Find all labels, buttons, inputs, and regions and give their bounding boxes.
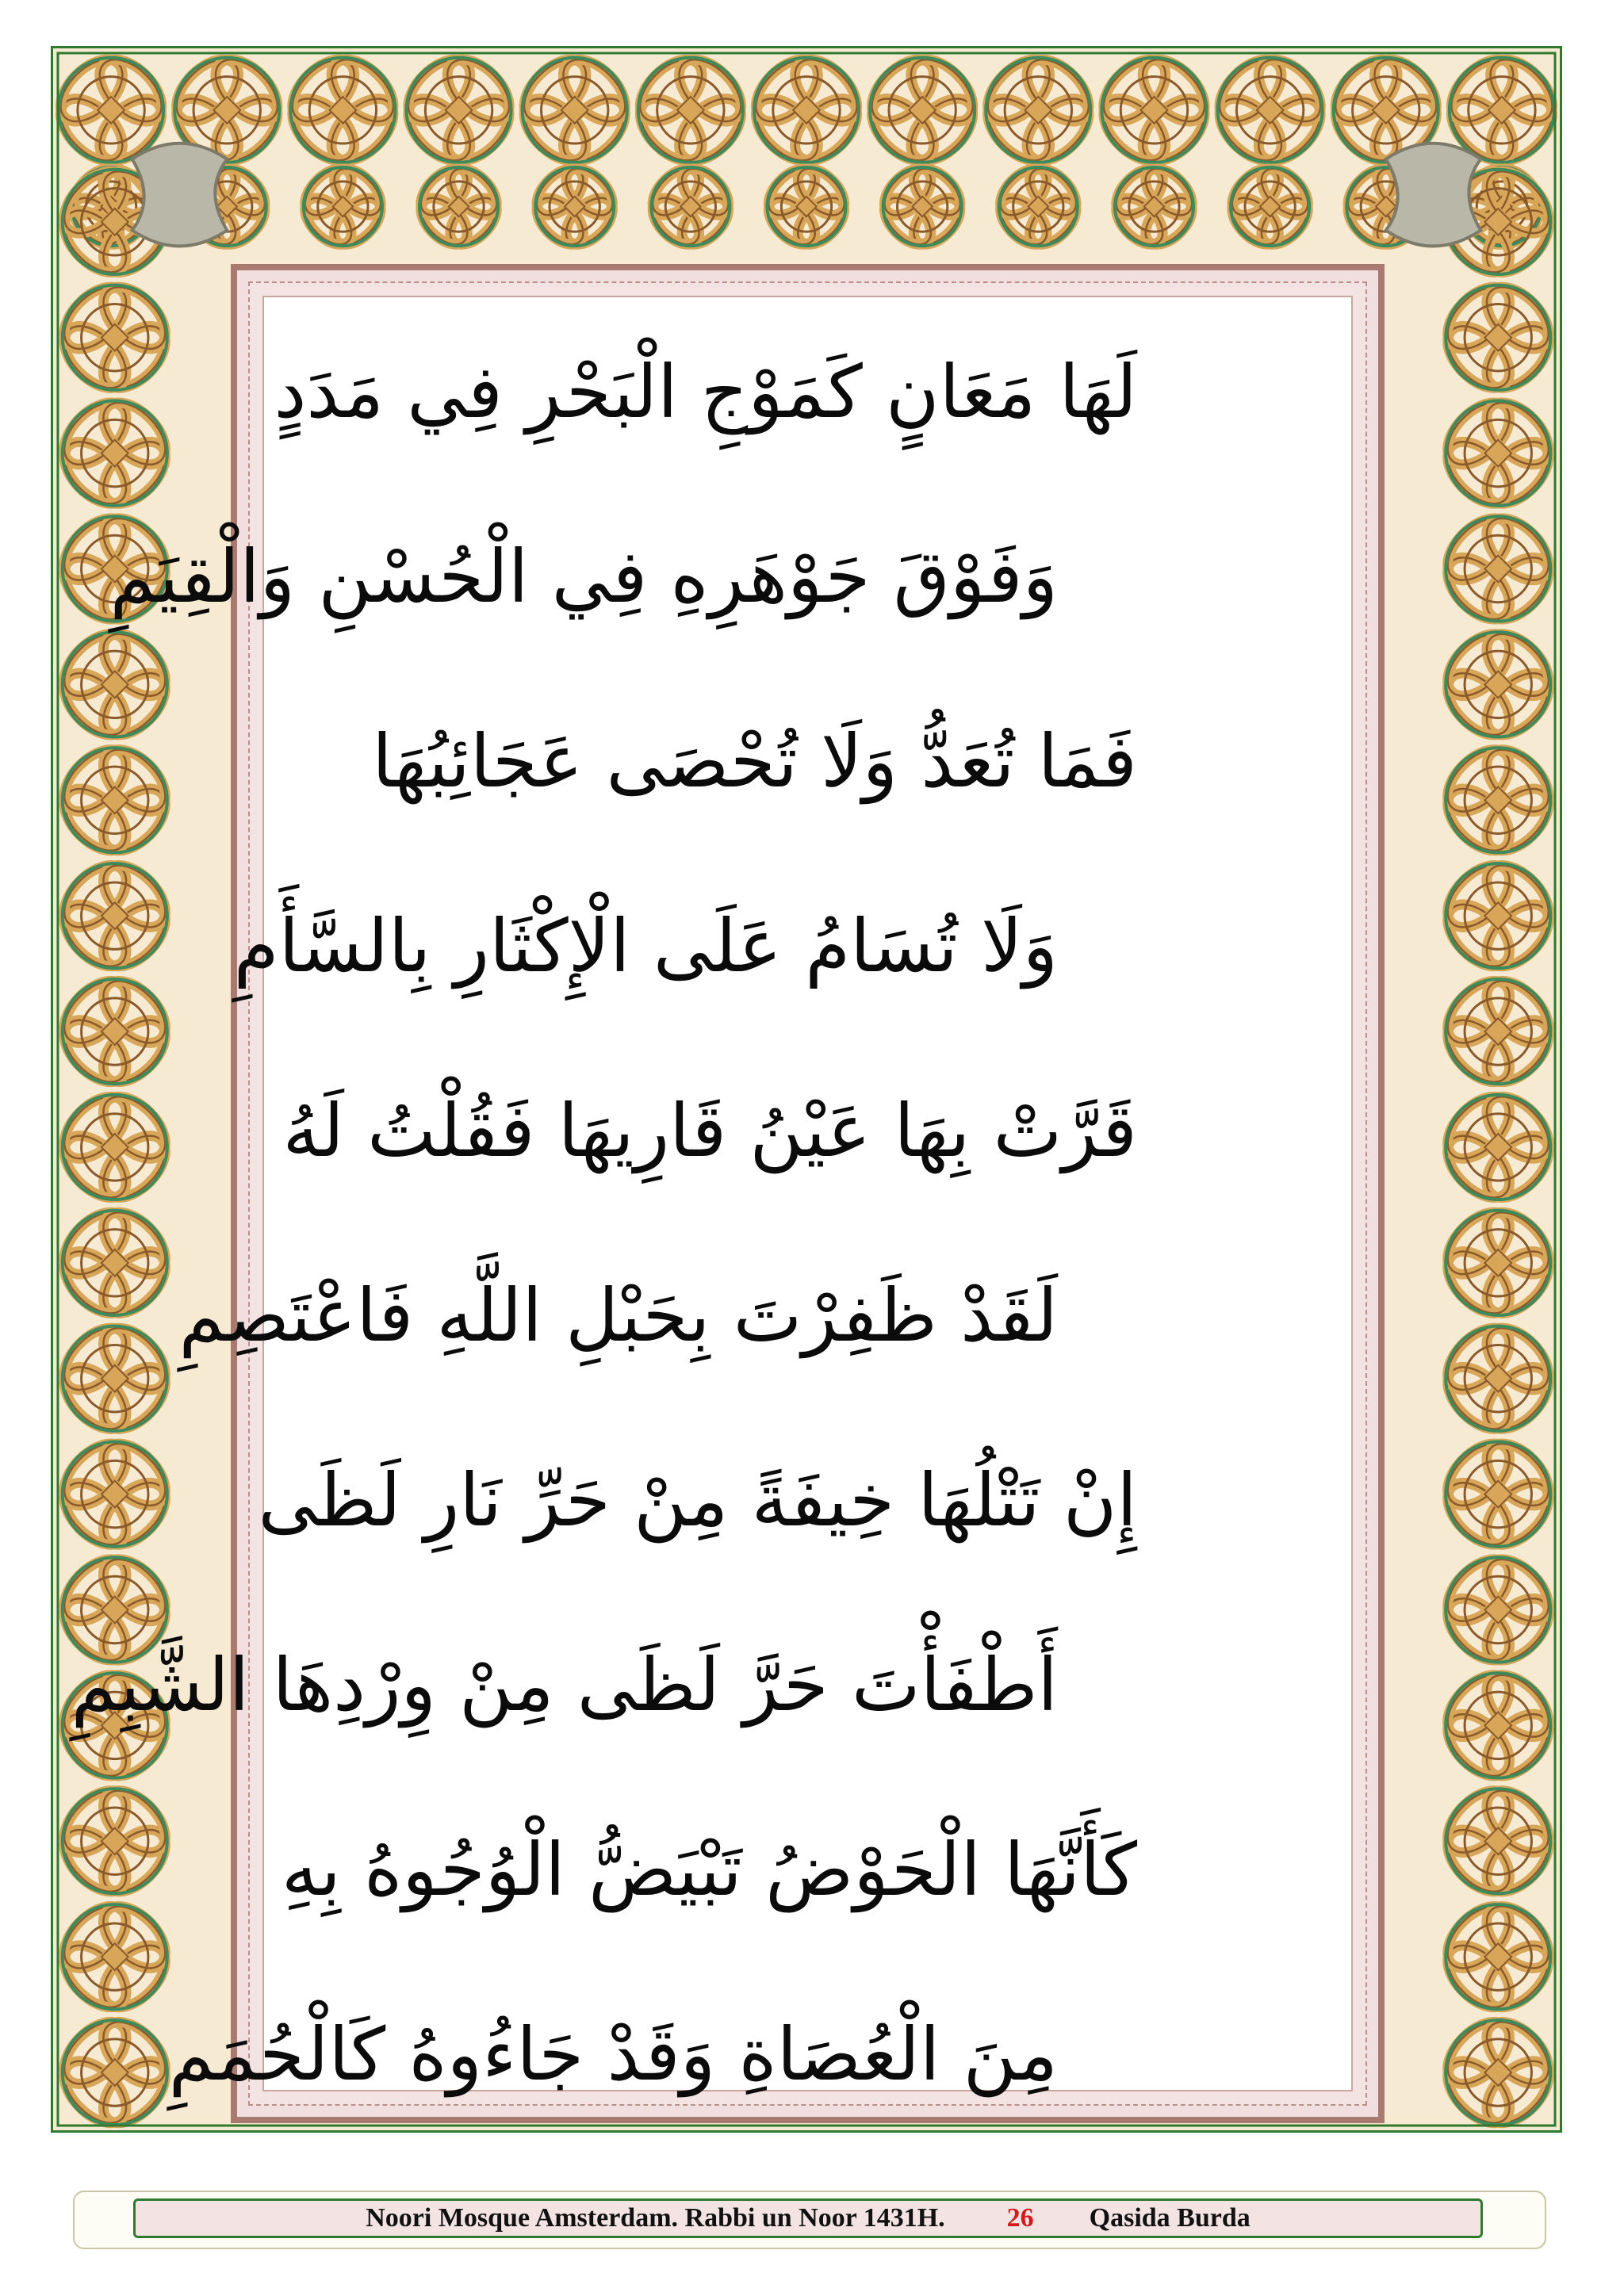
- text-panel-dashed-rule: [71, 281, 1367, 2106]
- ornament-diamond: [1144, 197, 1164, 216]
- ornament-diamond: [102, 440, 128, 467]
- corner-scroll: [132, 144, 228, 247]
- ornament-diamond: [1484, 324, 1511, 351]
- ornament-diamond: [1484, 1134, 1511, 1161]
- ornament-diamond: [565, 197, 584, 216]
- ornament-diamond: [102, 1943, 128, 1970]
- decorative-page-frame: [51, 46, 1562, 2133]
- verse-line-2: وَفَوْقَ جَوْهَرِهِ فِي الْحُسْنِ وَالْقِيَمِ: [109, 534, 1058, 619]
- ornament-diamond: [1025, 97, 1051, 124]
- ornament-diamond: [1484, 1712, 1511, 1739]
- footer-bar: [133, 2198, 1483, 2238]
- ornament-diamond: [1484, 786, 1511, 813]
- ornament-diamond: [677, 97, 704, 124]
- ornament-diamond: [1484, 1597, 1511, 1624]
- footer-source-text: Noori Mosque Amsterdam. Rabbi un Noor 1431H.: [366, 2203, 945, 2233]
- ornament-diamond: [1484, 672, 1511, 698]
- ornament-diamond: [102, 1827, 128, 1854]
- ornament-diamond: [102, 1597, 128, 1624]
- ornament-diamond: [1373, 97, 1400, 124]
- ornament-diamond: [102, 1365, 128, 1392]
- ornament-diamond: [449, 197, 469, 216]
- ornament-diamond: [98, 97, 124, 124]
- ornament-diamond: [330, 97, 357, 124]
- ornament-diamond: [1028, 197, 1048, 216]
- ornament-diamond: [1260, 197, 1280, 216]
- ornament-diamond: [102, 1249, 128, 1276]
- page-number: 26: [1006, 2203, 1034, 2233]
- verse-line-1: لَهَا مَعَانٍ كَمَوْجِ الْبَحْرِ فِي مَدَدٍ: [274, 350, 1137, 434]
- ornament-diamond: [102, 2059, 128, 2086]
- ornament-diamond: [102, 672, 128, 698]
- ornament-diamond: [796, 197, 816, 216]
- ornament-diamond: [102, 786, 128, 813]
- ornament-diamond: [909, 97, 936, 124]
- verse-line-8: أَطْفَأْتَ حَرَّ لَظَى مِنْ وِرْدِهَا الشَّبِمِ: [71, 1643, 1058, 1728]
- ornament-diamond: [333, 197, 353, 216]
- ornament-diamond: [1484, 1481, 1511, 1508]
- verse-line-10: مِنَ الْعُصَاةِ وَقَدْ جَاءُوهُ كَالْحُمَمِ: [168, 2012, 1058, 2097]
- corner-scroll: [1386, 144, 1481, 247]
- verse-line-3: فَمَا تُعَدُّ وَلَا تُحْصَى عَجَائِبُهَا: [372, 719, 1137, 804]
- ornament-diamond: [1484, 1365, 1511, 1392]
- ornament-diamond: [1376, 197, 1396, 216]
- ornament-diamond: [680, 197, 700, 216]
- ornament-diamond: [102, 902, 128, 929]
- ornament-diamond: [1484, 1827, 1511, 1854]
- ornament-diamond: [1484, 902, 1511, 929]
- ornament-diamond: [1484, 2059, 1511, 2086]
- ornament-diamond: [102, 1018, 128, 1045]
- ornament-diamond: [213, 97, 240, 124]
- verse-line-7: إِنْ تَتْلُهَا خِيفَةً مِنْ حَرِّ نَارِ لَظَى: [258, 1458, 1137, 1543]
- page-footer: [73, 2191, 1546, 2249]
- ornament-diamond: [1484, 1249, 1511, 1276]
- ornament-diamond: [102, 1481, 128, 1508]
- verse-line-6: لَقَدْ ظَفِرْتَ بِحَبْلِ اللَّهِ فَاعْتَصِمِ: [178, 1273, 1058, 1358]
- verse-line-9: كَأَنَّهَا الْحَوْضُ تَبْيَضُّ الْوُجُوهُ بِهِ: [281, 1827, 1137, 1912]
- ornament-diamond: [446, 97, 473, 124]
- ornament-diamond: [1488, 97, 1515, 124]
- verse-line-5: قَرَّتْ بِهَا عَيْنُ قَارِيهَا فَقُلْتُ لَهُ: [282, 1089, 1137, 1173]
- ornament-diamond: [1484, 440, 1511, 467]
- text-panel: [71, 296, 1353, 2097]
- ornament-diamond: [793, 97, 820, 124]
- ornament-diamond: [561, 97, 588, 124]
- ornament-diamond: [1257, 97, 1284, 124]
- text-panel-frame: [71, 264, 1385, 2123]
- ornament-diamond: [1484, 1018, 1511, 1045]
- ornament-diamond: [102, 324, 128, 351]
- ornament-diamond: [1484, 556, 1511, 583]
- verse-line-4: وَلَا تُسَامُ عَلَى الْإِكْثَارِ بِالسَّأَمِ: [233, 904, 1058, 989]
- ornament-diamond: [913, 197, 933, 216]
- footer-title-text: Qasida Burda: [1089, 2203, 1251, 2233]
- ornament-diamond: [1484, 1943, 1511, 1970]
- ornament-diamond: [1141, 97, 1168, 124]
- ornament-diamond: [102, 1134, 128, 1161]
